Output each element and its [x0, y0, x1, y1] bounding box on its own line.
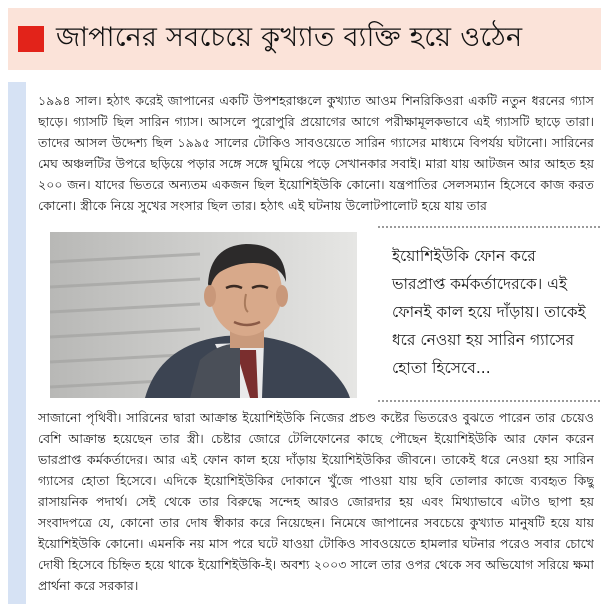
article-body [8, 82, 601, 604]
paragraph-top: ১৯৯৪ সাল। হঠাৎ করেই জাপানের একটি উপশহরাঞ্চলে কুখ্যাত আওম শিনরিকিওরা একটি নতুন ধরনের গ্যাস ছাড়ে। গ্যাসটি ছিল সারিন গ্যাস। আসলে পুরোপুরি প্রয়োগের আগে পরীক্ষামূলকভাবে এই গ্যাসটি ছাড়ে তারা। তাদের আসল উদ্দেশ্য ছিল ১৯৯৫ সালের টোকিও সাবওয়েতে সারিন গ্যাসের মাধ্যমে বিপর্যয় ঘটানো। সারিনের মেঘ অঞ্চলটির উপরে ছড়িয়ে পড়ার সঙ্গে সঙ্গে ঘুমিয়ে পড়ে সেখানকার সবাই। মারা যায় আটজন আর আহত হয় ২০০ জন। যাদের ভিতরে অন্যতম একজন ছিল ইয়োশিইউকি কোনো। যন্ত্রপাতির সেলসম্যান হিসেবে কাজ করত কোনো। স্ত্রীকে নিয়ে সুখের সংসার ছিল তার। হঠাৎ এই ঘটনায় উলোটপালোট হয়ে যায় তার [38, 93, 594, 213]
headline-banner [8, 8, 601, 70]
portrait-photo [50, 232, 357, 398]
paragraph-bottom: সাজানো পৃথিবী। সারিনের দ্বারা আক্রান্ত ইয়োশিইউকি নিজের প্রচণ্ড কষ্টের ভিতরেও বুঝতে পারেন তার চেয়েও বেশি আক্রান্ত হয়েছেন তার স্ত্রী। চেষ্টার জোরে টেলিফোনের কাছে পৌছেন ইয়োশিইউকি আর ফোন করেন ভারপ্রাপ্ত কর্মকর্তাদের। আর এই ফোন কাল হয়ে দাঁড়ায় ইয়োশিইউকির জীবনে। তাকেই ধরে নেওয়া হয় সারিন গ্যাসের হোতা হিসেবে। এদিকে ইয়োশিইউকির দোকানে খুঁজে পাওয়া যায় ছবি তোলার কাজে ব্যবহৃত কিছু রাসায়নিক পদার্থ। সেই থেকে তার বিরুদ্ধে সন্দেহ আরও জোরদার হয় এবং মিথ্যাভাবে এটাও ছাপা হয় সংবাদপত্রে যে, কোনো তার দোষ স্বীকার করে নিয়েছেন। নিমেষে জাপানের সবচেয়ে কুখ্যাত মানুষটি হয়ে যায় ইয়োশিইউকি কোনো। এমনকি নয় মাস পরে ঘটে যাওয়া টোকিও সাবওয়েতে হামলার ঘটনার পরেও সবার চোখে দোষী হিসেবে চিহ্নিত হয়ে থাকে ইয়োশিইউকি-ই। অবশ্য ২০০৩ সালে তার ওপর থেকে সব অভিযোগ সরিয়ে ক্ষমা প্রার্থনা করে সরকার। [38, 410, 594, 593]
pull-quote-text: ইয়োশিইউকি ফোন করে ভারপ্রাপ্ত কর্মকর্তাদেরকে। এই ফোনই কাল হয়ে দাঁড়ায়। তাকেই ধরে নেওয়া হয় সারিন গ্যাসের হোতা হিসেবে... [392, 247, 586, 377]
pull-quote [378, 226, 600, 402]
headline-title: জাপানের সবচেয়ে কুখ্যাত ব্যক্তি হয়ে ওঠেন [56, 21, 523, 53]
accent-bar [8, 82, 26, 604]
portrait-illustration [50, 232, 357, 398]
headline-marker [18, 26, 44, 52]
